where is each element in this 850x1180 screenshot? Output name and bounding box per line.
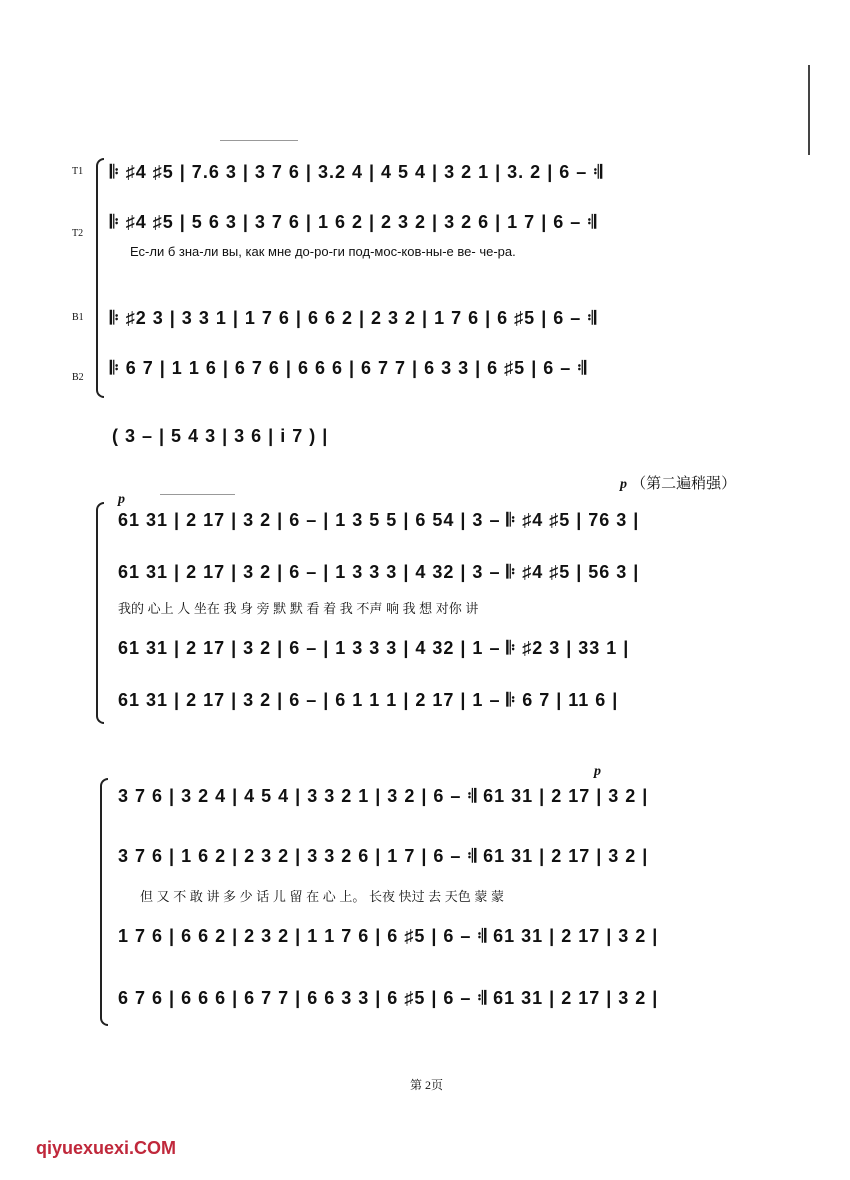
annotation-dynamic-text [620, 472, 736, 493]
system3-r3-notes: 1 7 6 | 6 6 2 | 2 3 2 | 1 1 7 6 | 6 ♯5 | 6 – 𝄇 61 31 | 2 17 | 3 2 | [118, 926, 659, 946]
system1-b1-notes: 𝄆 ♯2 3 | 3 3 1 | 1 7 6 | 6 6 2 | 2 3 2 | 1 7 6 | 6 ♯5 | 6 – 𝄇 [110, 308, 598, 328]
dynamic-marking: p [620, 477, 627, 492]
system2-r3-notes: 61 31 | 2 17 | 3 2 | 6 – | 1 3 3 3 | 4 32 | 1 – 𝄆 ♯2 3 | 33 1 | [118, 638, 630, 658]
part-label-b2: B2 [72, 372, 84, 383]
system1-t1-notes: 𝄆 ♯4 ♯5 | 7.6 3 | 3 7 6 | 3.2 4 | 4 5 4 | 3 2 1 | 3. 2 | 6 – 𝄇 [110, 162, 604, 182]
system2-brace [96, 502, 104, 724]
system2-r2-notes: 61 31 | 2 17 | 3 2 | 6 – | 1 3 3 3 | 4 32 | 3 – 𝄆 ♯4 ♯5 | 56 3 | [118, 562, 640, 582]
system1-lyric: Ес-ли б зна-ли вы, как мне до-ро-ги под-мос-ков-ны-е ве- че-ра. [130, 244, 516, 259]
system2-lyric: 我的 心上 人 坐在 我 身 旁 默 默 看 着 我 不声 响 我 想 对你 讲 [118, 601, 479, 616]
system3-r1-notes: 3 7 6 | 3 2 4 | 4 5 4 | 3 3 2 1 | 3 2 | 6 – 𝄇 61 31 | 2 17 | 3 2 | [118, 786, 649, 806]
system3-r4-notes: 6 7 6 | 6 6 6 | 6 7 7 | 6 6 3 3 | 6 ♯5 | 6 – 𝄇 61 31 | 2 17 | 3 2 | [118, 988, 659, 1008]
part-label-b1: B1 [72, 312, 84, 323]
page-edge-line [808, 65, 810, 155]
watermark-logo: qiyuexuexi.COM [36, 1138, 177, 1158]
system2-r1-notes: 61 31 | 2 17 | 3 2 | 6 – | 1 3 5 5 | 6 54 | 3 – 𝄆 ♯4 ♯5 | 76 3 | [118, 510, 640, 530]
interlude-notes: ( 3 – | 5 4 3 | 3 6 | i 7 ) | [112, 426, 329, 446]
annotation-text: （第二遍稍强） [631, 475, 737, 492]
system3-r2-notes: 3 7 6 | 1 6 2 | 2 3 2 | 3 3 2 6 | 1 7 | 6 – 𝄇 61 31 | 2 17 | 3 2 | [118, 846, 649, 866]
dynamic-marking-3: p [594, 764, 601, 779]
system1-brace [96, 158, 104, 398]
system1-t2-notes: 𝄆 ♯4 ♯5 | 5 6 3 | 3 7 6 | 1 6 2 | 2 3 2 | 3 2 6 | 1 7 | 6 – 𝄇 [110, 212, 598, 232]
system3-brace [100, 778, 108, 1026]
system1-b2-notes: 𝄆 6 7 | 1 1 6 | 6 7 6 | 6 6 6 | 6 7 7 | 6 3 3 | 6 ♯5 | 6 – 𝄇 [110, 358, 588, 378]
page-number: 第 2页 [410, 1078, 444, 1092]
part-label-t1: T1 [72, 166, 84, 177]
system2-r4-notes: 61 31 | 2 17 | 3 2 | 6 – | 6 1 1 1 | 2 17 | 1 – 𝄆 6 7 | 11 6 | [118, 690, 619, 710]
crescendo-line [220, 140, 298, 141]
part-label-t2: T2 [72, 228, 84, 239]
dynamic-marking-left: p [118, 492, 125, 507]
crescendo-line-2 [160, 494, 235, 495]
system3-lyric: 但 又 不 敢 讲 多 少 话 儿 留 在 心 上。 长夜 快过 去 天色 蒙 蒙 [140, 889, 505, 904]
